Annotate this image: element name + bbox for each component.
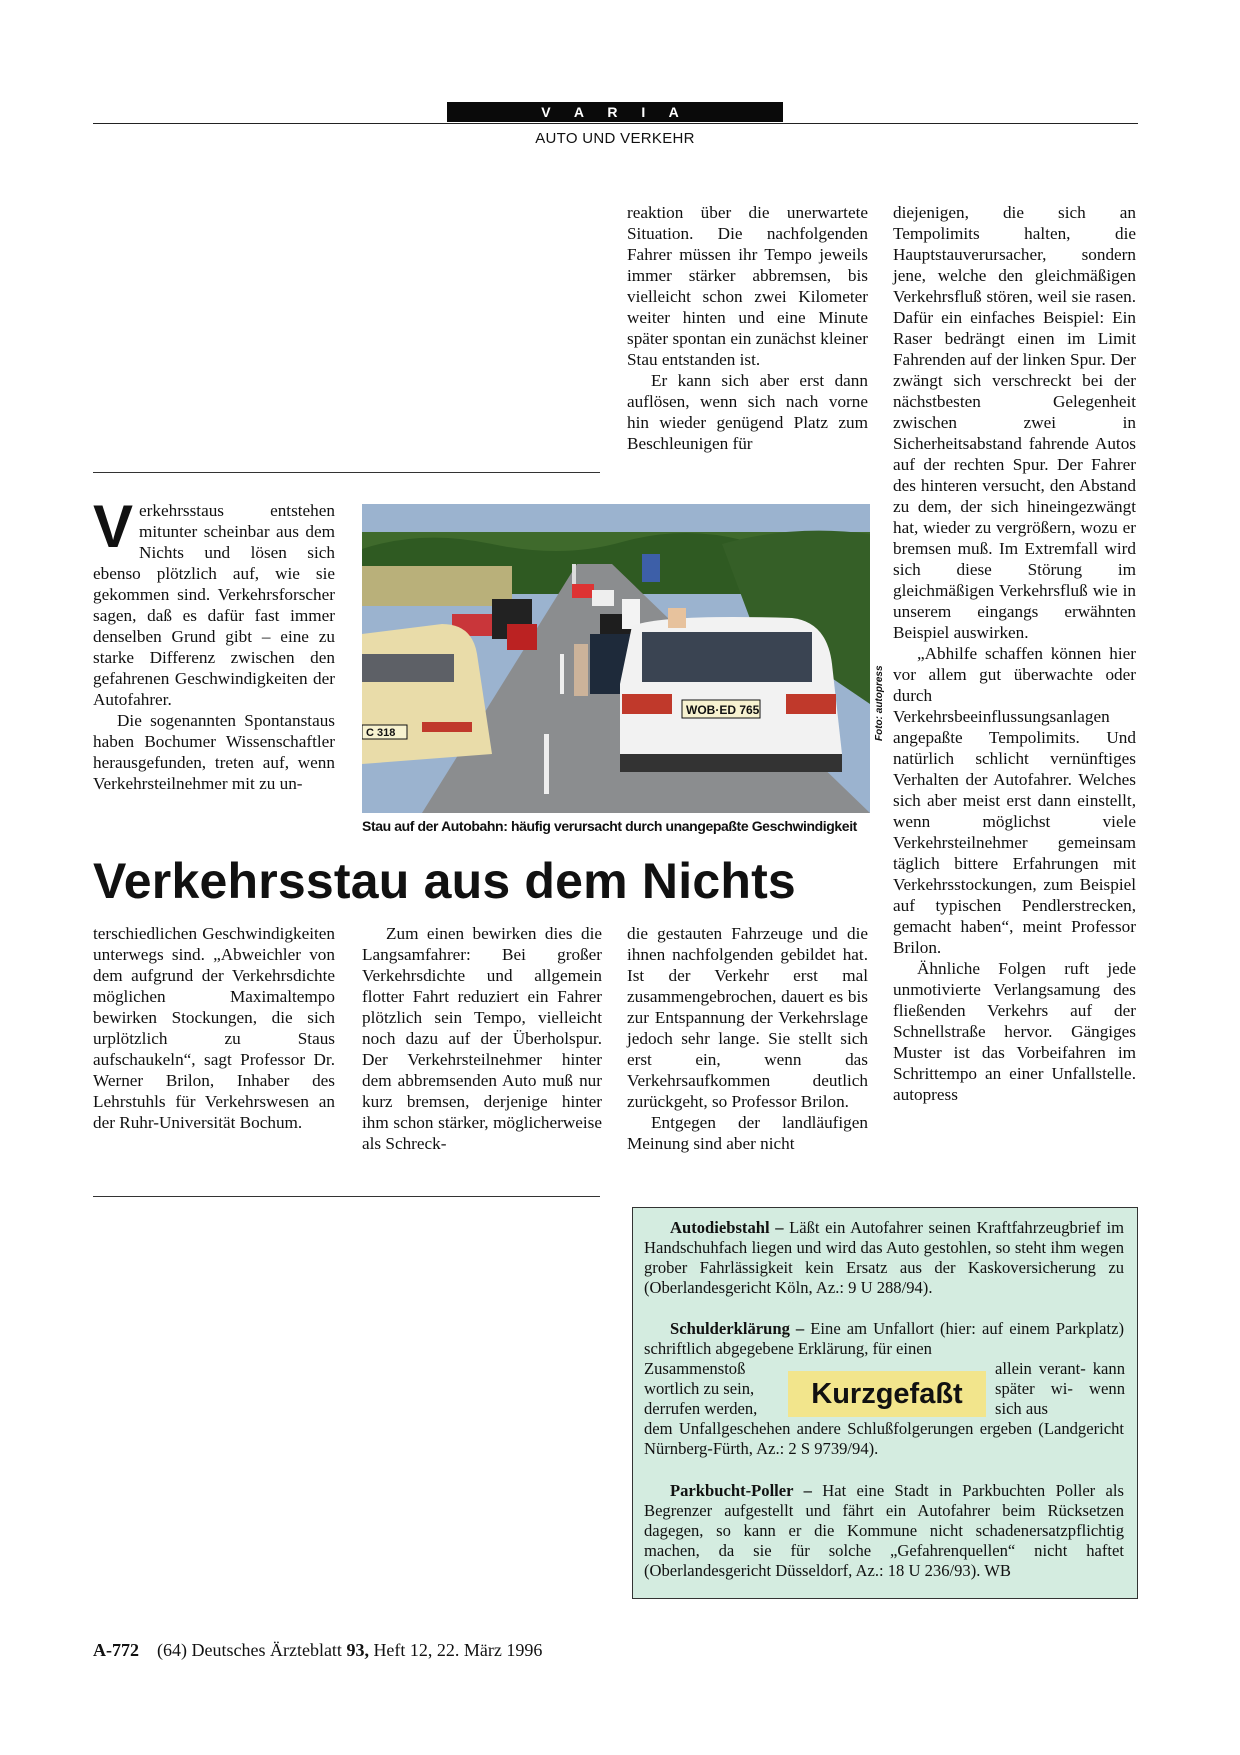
col3-upper-paragraph-2: Er kann sich aber erst dann auflösen, wenn sich nach vorne hin wieder genügend Platz zum Beschleunigen für — [627, 371, 868, 453]
article-headline: Verkehrsstau aus dem Nichts — [93, 853, 796, 909]
item-title: Parkbucht-Poller – — [670, 1481, 812, 1500]
journal-issue: Heft 12, 22. März 1996 — [373, 1640, 543, 1660]
item-title: Schulderklärung – — [670, 1319, 805, 1338]
col3-lower-paragraph-2: Entgegen der landläufigen Meinung sind aber nicht — [627, 1113, 868, 1153]
intro-column — [93, 493, 335, 794]
header-rule — [93, 123, 1138, 124]
schulderklaerung-left: Zusammenstoß wortlich zu sein, derrufen werden, — [644, 1359, 758, 1418]
col4-paragraph-3: Ähnliche Folgen ruft jede unmotivierte Verlangsamung des fließenden Verkehrs auf der Schnellstraße hervor. Gängiges Muster ist das Vorbeifahren im Schrittempo an einer Unfallstelle. autopress — [893, 959, 1136, 1104]
col3-upper-paragraph-1: reaktion über die unerwartete Situation. Die nachfolgenden Fahrer müssen ihr Tempo jeweils immer stärker abbremsen, bis vielleicht schon zwei Kilometer weiter hinten und eine Minute später spontan ein zunächst kleiner Stau entstanden ist. — [627, 203, 868, 369]
page-number: A-772 — [93, 1640, 139, 1660]
kurzgefasst-item-autodiebstahl — [644, 1218, 1124, 1298]
journal-volume: 93, — [346, 1640, 369, 1660]
divider-upper — [93, 472, 600, 473]
item-text: Läßt ein Autofahrer seinen Kraftfahrzeugbrief im Handschuhfach liegen und wird das Auto gestohlen, so steht ihm wegen grober Fahrlässigkeit kein Ersatz aus der Kaskoversicherung zu (Oberlandesgericht Köln, Az.: 9 U 288/94). — [644, 1218, 1124, 1297]
column-3-lower — [627, 923, 868, 1154]
journal-name: (64) Deutsches Ärzteblatt — [157, 1640, 342, 1660]
item-title: Autodiebstahl – — [670, 1218, 784, 1237]
drop-cap: V — [93, 493, 134, 560]
photo-credit: Foto: autopress — [874, 665, 885, 741]
kurzgefasst-item-parkbucht — [644, 1481, 1124, 1581]
schulderklaerung-tail: dem Unfallgeschehen andere Schlußfolgerungen ergeben (Landgericht Nürnberg-Fürth, Az.: 2 S 9739/94). — [644, 1419, 1124, 1458]
kurzgefasst-label: Kurzgefaßt — [788, 1371, 986, 1417]
col2-paragraph: Zum einen bewirken dies die Langsamfahrer: Bei großer Verkehrsdichte und allgemein flotter Fahrt reduziert ein Fahrer plötzlich sein Tempo, vielleicht noch dazu auf der Überholspur. Der Verkehrsteilnehmer hinter dem abbremsenden Auto muß nur kurz bremsen, derjenige hinter ihm schon stärker, möglicherweise als Schreck- — [362, 924, 602, 1153]
col4-paragraph-2: „Abhilfe schaffen können hier vor allem gut überwachte oder durch Verkehrsbeeinflussungsanlagen angepaßte Tempolimits. Und natürlich schlicht vernünftiges Verhalten der Autofahrer. Welches sich aber meist erst dann einstellt, wenn möglichst viele Verkehrsteilnehmer gemeinsam täglich bittere Erfahrungen mit Verkehrsstockungen, zum Beispiel auf typischen Pendlerstrecken, gemacht haben“, meint Professor Brilon. — [893, 644, 1136, 957]
section-banner: V A R I A — [447, 102, 783, 122]
column-3-upper — [627, 202, 868, 454]
item-text: Hat eine Stadt in Parkbuchten Poller als Begrenzer aufgestellt und fährt ein Autofahrer beim Rücksetzen dagegen, so kann er die Kommune nicht schadenersatzpflichtig machen, da sie für solche „Gefahrenquellen“ nicht haftet (Oberlandesgericht Düsseldorf, Az.: 18 U 236/93). WB — [644, 1481, 1124, 1580]
divider-lower — [93, 1196, 600, 1197]
plate-right: WOB·ED 765 — [686, 703, 760, 717]
col4-paragraph-1: diejenigen, die sich an Tempolimits halten, die Hauptstauverursacher, sondern jene, welche den gleichmäßigen Verkehrsfluß stören, weil sie rasen. Dafür ein einfaches Beispiel: Ein Raser bedrängt einen im Limit Fahrenden auf der linken Spur. Der zwängt sich verschreckt bei der nächstbesten Gelegenheit zwischen zwei in Sicherheitsabstand fahrende Autos auf der rechten Spur. Der Fahrer des hinteren versucht, den Abstand zu dem, der sich hineingezwängt hat, wieder zu vergrößern, wozu er bremsen muß. Im Extremfall wird sich diese Störung im gleichmäßigen Verkehrsfluß wie in unserem eingangs erwähnten Beispiel auswirken. — [893, 203, 1136, 642]
intro-paragraph-2: Die sogenannten Spontanstaus haben Bochumer Wissenschaftler herausgefunden, treten auf, wenn Verkehrsteilnehmer mit zu un- — [93, 711, 335, 793]
photo-caption: Stau auf der Autobahn: häufig verursacht durch unangepaßte Geschwindigkeit — [362, 818, 857, 834]
kurzgefasst-item-schulderklaerung — [644, 1319, 1124, 1359]
item-text: Eine am Unfallort (hier: auf einem Parkplatz) schriftlich abgegebene Erklärung, für einen — [644, 1319, 1124, 1358]
col3-lower-paragraph-1: die gestauten Fahrzeuge und die ihnen nachfolgenden gebildet hat. Ist der Verkehr erst mal zusammengebrochen, dauert es bis zur Entspannung der Verkehrslage jedoch sehr lange. Sie stellt sich erst ein, wenn das Verkehrsaufkommen deutlich zurückgeht, so Professor Brilon. — [627, 924, 868, 1111]
kurzgefasst-box — [632, 1207, 1138, 1599]
page-footer — [93, 1640, 542, 1661]
plate-left: C 318 — [366, 727, 396, 739]
schulderklaerung-right: allein verant- kann später wi- wenn sich aus — [995, 1359, 1125, 1418]
intro-paragraph-1: erkehrsstaus entstehen mitunter scheinbar aus dem Nichts und lösen sich ebenso plötzlich auf, wie sie gekommen sind. Verkehrsforscher sagen, daß es dafür fast immer denselben Grund gibt – eine zu starke Differenz zwischen den gefahrenen Geschwindigkeiten der Autofahrer. — [93, 501, 335, 709]
col1-paragraph: terschiedlichen Geschwindigkeiten unterwegs sind. „Abweichler von dem aufgrund der Verkehrsdichte möglichen Maximaltempo bewirken Stockungen, die sich urplötzlich zu Staus aufschaukeln“, sagt Professor Dr. Werner Brilon, Inhaber des Lehrstuhls für Verkehrswesen an der Ruhr-Universität Bochum. — [93, 924, 335, 1132]
section-title: AUTO UND VERKEHR — [535, 130, 695, 147]
column-1-lower — [93, 923, 335, 1133]
column-2-lower — [362, 923, 602, 1154]
traffic-jam-photo — [362, 504, 870, 813]
column-4 — [893, 202, 1136, 1105]
